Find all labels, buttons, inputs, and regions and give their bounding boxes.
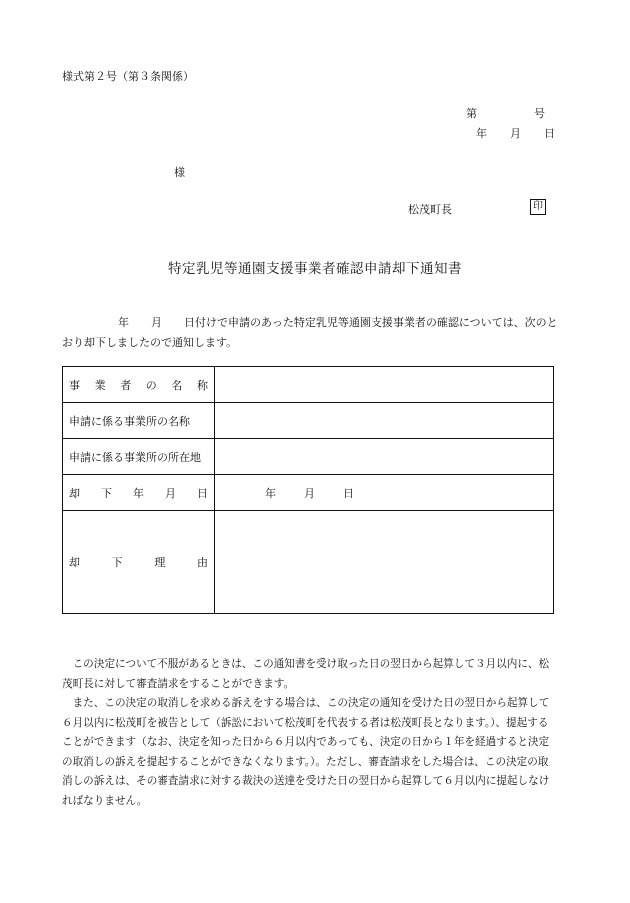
form-number: 様式第２号（第３条関係） [62,70,194,83]
date-day: 日 [544,127,555,140]
label-char: 下 [111,556,123,569]
application-info-table [62,366,554,614]
document-title: 特定乳児等通園支援事業者確認申請却下通知書 [168,261,462,277]
issuer-name: 松茂町長 [408,203,452,216]
date-year: 年 [476,127,487,140]
appeal-notice-paragraph-2: また、この決定の取消しを求める訴えをする場合は、この決定の通知を受けた日の翌日から起算して６月以内に松茂町を被告として（訴訟において松茂町を代表する者は松茂町長となります。）、提起することができます（なお、決定を知った日から６月以内であっても、決定の日から１年を経過すると決定の取消しの訴えを提起することができなくなります。）。ただし、審査請求をした場合は、この決定の取消しの訴えは、その審査請求に対する裁決の送達を受けた日の翌日から起算して６月以内に提起しなければなりません。 [62,697,550,807]
label-char: 年 [133,486,144,500]
label-char: 由 [196,556,208,569]
table-row [63,403,554,439]
label-char: の [145,378,157,392]
label-char: 称 [196,378,208,392]
label-char: 日 [197,486,208,500]
business-name-label [63,367,215,403]
doc-no-suffix: 号 [534,107,545,120]
label-char: 下 [101,486,112,500]
table-row [63,439,554,475]
rejection-year: 年 [265,486,276,500]
rejection-day: 日 [343,486,354,500]
rejection-reason-value[interactable] [215,511,554,614]
facility-name-value[interactable] [215,403,554,439]
rejection-reason-label [63,511,215,614]
business-name-value[interactable] [215,367,554,403]
label-char: 却 [69,556,80,569]
table-row [63,475,554,511]
table-row [63,367,554,403]
intro-month: 月 [151,316,162,329]
rejection-date-label [63,475,215,511]
facility-name-label: 申請に係る事業所の名称 [63,403,215,439]
intro-year: 年 [118,316,129,329]
label-char: 者 [120,378,132,392]
label-char: 名 [171,378,183,392]
appeal-notice [62,655,554,811]
appeal-notice-paragraph-1: この決定について不服があるときは、この通知書を受け取った日の翌日から起算して３月以内に、松茂町長に対して審査請求をすることができます。 [62,658,550,690]
label-char: 業 [94,378,106,392]
label-char: 却 [69,486,80,500]
rejection-date-value[interactable] [215,475,554,511]
intro-text: 日付けで申請のあった特定乳児等通園支援事業者の確認については、次のとおり却下しましたので通知します。 [62,316,558,349]
seal-mark: 印 [530,199,546,215]
label-char: 理 [154,556,166,569]
label-char: 事 [69,378,80,392]
facility-address-label: 申請に係る事業所の所在地 [63,439,215,475]
rejection-month: 月 [304,486,315,500]
recipient-suffix: 様 [174,166,185,179]
date-month: 月 [510,127,521,140]
table-row [63,511,554,614]
facility-address-value[interactable] [215,439,554,475]
doc-no-prefix: 第 [466,107,477,120]
intro-paragraph [62,313,562,353]
label-char: 月 [165,486,176,500]
